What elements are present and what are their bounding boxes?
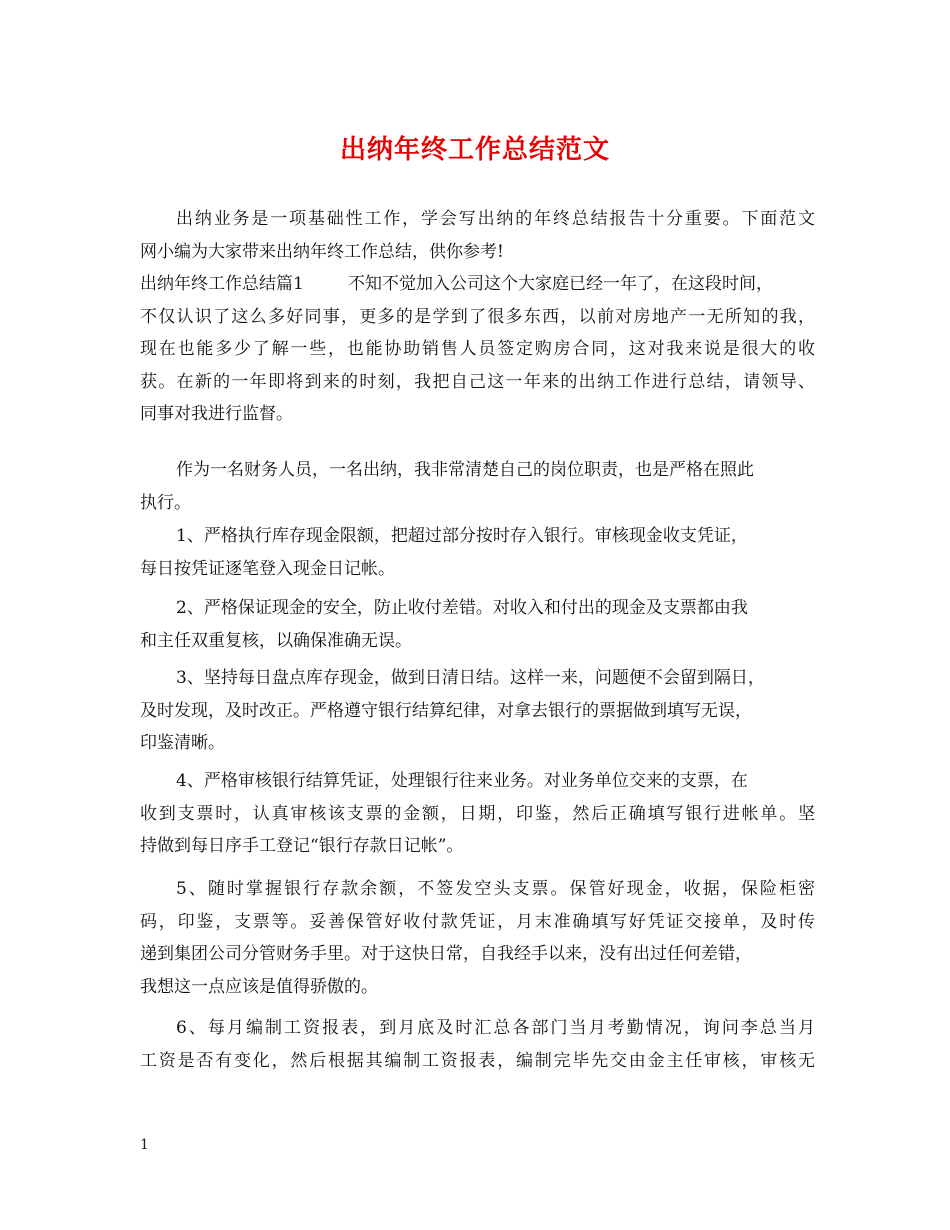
section-first-line: 不知不觉加入公司这个大家庭已经一年了，在这段时间， [348,274,773,294]
section-paragraph [140,268,815,431]
item-2-paragraph [140,592,815,657]
intro-line-1: 出纳业务是一项基础性工作，学会写出纳的年终总结报告十分重要。下面范文 [176,209,815,229]
intro-line-2: 网小编为大家带来出纳年终工作总结，供你参考! [140,241,504,262]
role-line-2: 执行。 [140,492,191,513]
section-label: 出纳年终工作总结篇1 [140,274,304,294]
role-paragraph [140,454,815,519]
page-number: 1 [140,1137,149,1153]
item-4-line-1: 4、严格审核银行结算凭证，处理银行往来业务。对业务单位交来的支票，在 [176,771,748,791]
item-1-line-1: 1、严格执行库存现金限额，把超过部分按时存入银行。审核现金收支凭证， [176,526,748,546]
item-2-line-2: 和主任双重复核，以确保准确无误。 [140,630,412,651]
item-6-paragraph [140,1012,815,1077]
item-5-paragraph [140,873,815,1003]
item-4-paragraph [140,765,815,863]
section-line-5: 同事对我进行监督。 [140,404,293,425]
intro-paragraph [140,203,815,268]
item-4-line-2: 收到支票时，认真审核该支票的金额，日期，印鉴，然后正确填写银行进帐单。坚 [140,803,815,824]
item-6-line-2: 工资是否有变化，然后根据其编制工资报表，编制完毕先交由金主任审核，审核无 [140,1050,815,1071]
section-line-4: 获。在新的一年即将到来的时刻，我把自己这一年来的出纳工作进行总结，请领导、 [140,371,815,392]
section-line-3: 现在也能多少了解一些，也能协助销售人员签定购房合同，这对我来说是很大的收 [140,339,815,360]
item-4-line-3: 持做到每日序手工登记“银行存款日记帐”。 [140,836,464,857]
document-title: 出纳年终工作总结范文 [339,135,610,165]
item-1-paragraph [140,520,815,585]
item-3-line-1: 3、坚持每日盘点库存现金，做到日清日结。这样一来，问题便不会留到隔日， [176,668,765,688]
section-line-2: 不仅认识了这么多好同事，更多的是学到了很多东西，以前对房地产一无所知的我， [140,306,815,327]
item-5-line-2: 码，印鉴，支票等。妥善保管好收付款凭证，月末准确填写好凭证交接单，及时传 [140,911,815,932]
item-6-line-1: 6、每月编制工资报表，到月底及时汇总各部门当月考勤情况，询问李总当月 [176,1018,815,1038]
section-headline [140,268,815,301]
item-3-paragraph [140,662,815,760]
role-line-1: 作为一名财务人员，一名出纳，我非常清楚自己的岗位职责，也是严格在照此 [176,460,754,480]
item-5-line-3: 递到集团公司分管财务手里。对于这快日常，自我经手以来，没有出过任何差错， [140,944,752,965]
item-5-line-1: 5、随时掌握银行存款余额，不签发空头支票。保管好现金，收据，保险柜密 [176,879,815,899]
item-3-line-3: 印鉴清晰。 [140,733,225,754]
item-3-line-2: 及时发现，及时改正。严格遵守银行结算纪律，对拿去银行的票据做到填写无误， [140,700,752,721]
item-5-line-4: 我想这一点应该是值得骄傲的。 [140,976,378,997]
item-2-line-1: 2、严格保证现金的安全，防止收付差错。对收入和付出的现金及支票都由我 [176,598,748,618]
item-1-line-2: 每日按凭证逐笔登入现金日记帐。 [140,558,395,579]
